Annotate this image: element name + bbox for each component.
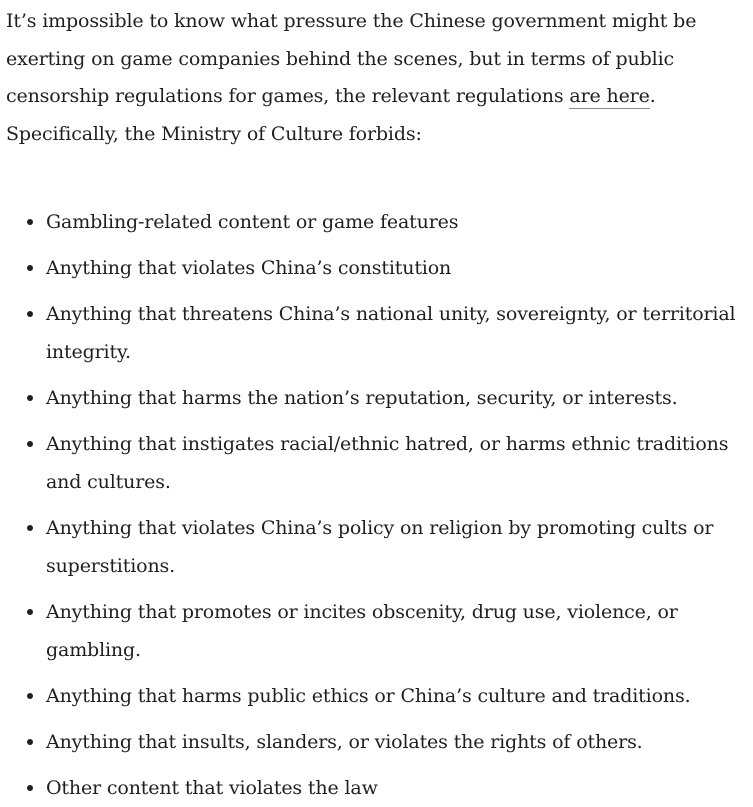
bullet-dot-icon xyxy=(27,609,33,615)
forbidden-content-list xyxy=(6,203,739,807)
list-item xyxy=(6,677,739,715)
list-item-text: Anything that insults, slanders, or violates the rights of others. xyxy=(46,731,643,753)
list-item xyxy=(6,249,739,287)
list-item-text: Anything that harms the nation’s reputation, security, or interests. xyxy=(46,387,678,409)
bullet-dot-icon xyxy=(27,441,33,447)
intro-paragraph xyxy=(6,0,739,153)
intro-text-after-link: . Specifically, the Ministry of Culture forbids: xyxy=(6,85,656,145)
list-item xyxy=(6,425,739,501)
list-item-text: Anything that harms public ethics or China’s culture and traditions. xyxy=(46,685,691,707)
bullet-dot-icon xyxy=(27,395,33,401)
list-item-text: Other content that violates the law xyxy=(46,777,378,799)
list-item xyxy=(6,203,739,241)
list-item-text: Anything that instigates racial/ethnic hatred, or harms ethnic traditions and cultures. xyxy=(46,433,729,493)
list-item xyxy=(6,509,739,585)
intro-text-before-link: It’s impossible to know what pressure the Chinese government might be exerting on game companies behind the scenes, but in terms of public censorship regulations for games, the relevant regulations xyxy=(6,10,697,107)
list-item xyxy=(6,593,739,669)
bullet-dot-icon xyxy=(27,265,33,271)
list-item xyxy=(6,379,739,417)
list-item-text: Anything that threatens China’s national unity, sovereignty, or territorial integrity. xyxy=(46,303,736,363)
bullet-dot-icon xyxy=(27,785,33,791)
list-item-text: Anything that violates China’s policy on religion by promoting cults or superstitions. xyxy=(46,517,714,577)
list-item-text: Anything that promotes or incites obscenity, drug use, violence, or gambling. xyxy=(46,601,678,661)
bullet-dot-icon xyxy=(27,219,33,225)
bullet-dot-icon xyxy=(27,739,33,745)
regulations-link[interactable]: are here xyxy=(569,85,650,107)
list-item-text: Anything that violates China’s constitution xyxy=(46,257,452,279)
bullet-dot-icon xyxy=(27,693,33,699)
list-item xyxy=(6,295,739,371)
bullet-dot-icon xyxy=(27,311,33,317)
bullet-dot-icon xyxy=(27,525,33,531)
list-item xyxy=(6,769,739,807)
list-item xyxy=(6,723,739,761)
list-item-text: Gambling-related content or game features xyxy=(46,211,459,233)
